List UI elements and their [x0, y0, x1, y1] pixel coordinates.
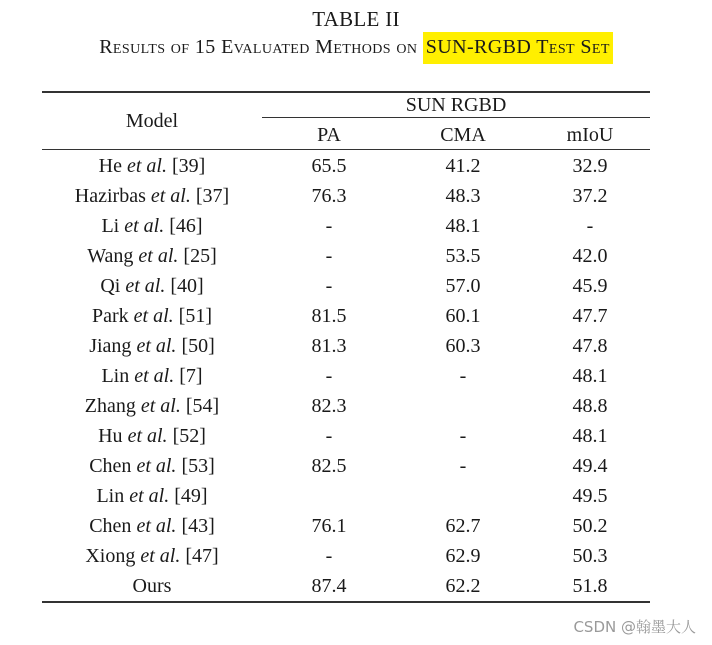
model-ref: [50]: [181, 335, 215, 357]
cell-cma: 60.1: [445, 305, 481, 327]
table-row-model: [42, 424, 262, 448]
header-col-miou: mIoU: [566, 124, 614, 146]
table-row-model: [42, 454, 262, 478]
cell-cma: 48.3: [445, 185, 481, 207]
model-ref: [51]: [178, 305, 212, 327]
model-ref: [52]: [172, 425, 206, 447]
cell-miou: 42.0: [572, 245, 608, 267]
cell-miou: -: [586, 215, 594, 237]
model-etal: et al.: [140, 545, 181, 567]
table-row-model: [42, 244, 262, 268]
model-author: Ours: [132, 575, 172, 597]
cell-cma: -: [459, 455, 467, 477]
caption-prefix: Results of 15 Evaluated Methods on: [99, 36, 423, 58]
table-row-model: [42, 154, 262, 178]
model-etal: et al.: [140, 395, 181, 417]
cell-cma: 41.2: [445, 155, 481, 177]
header-rule: [42, 149, 650, 150]
model-author: Wang: [87, 245, 134, 267]
table-row-model: [42, 334, 262, 358]
table-row-model: [42, 274, 262, 298]
cell-miou: 45.9: [572, 275, 608, 297]
model-etal: et al.: [136, 455, 177, 477]
model-ref: [53]: [181, 455, 215, 477]
cell-cma: -: [459, 425, 467, 447]
cell-pa: -: [325, 245, 333, 267]
model-author: Li: [101, 215, 120, 237]
table-row-model: [42, 304, 262, 328]
cell-miou: 47.8: [572, 335, 608, 357]
cell-pa: 81.5: [311, 305, 347, 327]
model-author: Xiong: [85, 545, 136, 567]
cell-pa: 82.3: [311, 395, 347, 417]
model-author: Hu: [98, 425, 123, 447]
cell-miou: 50.2: [572, 515, 608, 537]
model-etal: et al.: [127, 155, 167, 177]
model-author: Jiang: [89, 335, 132, 357]
model-etal: et al.: [138, 245, 179, 267]
cell-pa: -: [325, 365, 333, 387]
model-ref: [37]: [195, 185, 230, 207]
table-row-model: [42, 394, 262, 418]
model-ref: [47]: [185, 545, 219, 567]
header-col-cma: CMA: [440, 124, 486, 146]
model-etal: et al.: [136, 515, 177, 537]
cell-cma: 62.9: [445, 545, 481, 567]
model-author: Chen: [89, 515, 132, 537]
table-row-model: [42, 544, 262, 568]
model-etal: et al.: [150, 185, 191, 207]
cell-pa: 87.4: [311, 575, 347, 597]
cell-miou: 49.4: [572, 455, 608, 477]
model-author: Chen: [89, 455, 132, 477]
cell-miou: 50.3: [572, 545, 608, 567]
header-model: Model: [125, 110, 179, 132]
cell-pa: 82.5: [311, 455, 347, 477]
model-ref: [39]: [172, 155, 206, 177]
cell-cma: 62.2: [445, 575, 481, 597]
cell-pa: -: [325, 545, 333, 567]
cell-miou: 47.7: [572, 305, 608, 327]
cell-pa: 76.1: [311, 515, 347, 537]
model-ref: [25]: [183, 245, 217, 267]
model-author: Qi: [100, 275, 121, 297]
table-caption: [0, 34, 712, 60]
cell-miou: 37.2: [572, 185, 608, 207]
bottom-rule: [42, 601, 650, 603]
cell-miou: 48.1: [572, 425, 608, 447]
table-row-model: [42, 574, 262, 598]
table-row-model: [42, 484, 262, 508]
header-col-pa: PA: [317, 124, 341, 146]
cell-pa: -: [325, 215, 333, 237]
model-etal: et al.: [125, 275, 166, 297]
model-ref: [43]: [181, 515, 215, 537]
cell-miou: 32.9: [572, 155, 608, 177]
table-row-model: [42, 514, 262, 538]
model-etal: et al.: [133, 305, 174, 327]
model-author: Park: [92, 305, 129, 327]
model-ref: [49]: [174, 485, 208, 507]
table-row-model: [42, 184, 262, 208]
cell-miou: 48.8: [572, 395, 608, 417]
model-author: Lin: [101, 365, 130, 387]
cell-cma: 57.0: [445, 275, 481, 297]
cell-cma: 60.3: [445, 335, 481, 357]
model-author: Lin: [96, 485, 125, 507]
table-label: TABLE II: [312, 7, 400, 31]
model-ref: [40]: [170, 275, 204, 297]
model-ref: [54]: [185, 395, 220, 417]
model-ref: [46]: [169, 215, 203, 237]
cell-miou: 48.1: [572, 365, 608, 387]
model-etal: et al.: [129, 485, 170, 507]
cell-cma: -: [459, 365, 467, 387]
model-etal: et al.: [124, 215, 165, 237]
watermark: CSDN @翰墨大人: [573, 618, 696, 636]
cell-pa: 76.3: [311, 185, 347, 207]
group-rule: [262, 117, 650, 118]
cell-pa: -: [325, 425, 333, 447]
cell-pa: 81.3: [311, 335, 347, 357]
header-group: SUN RGBD: [405, 94, 507, 116]
cell-pa: 65.5: [311, 155, 347, 177]
cell-cma: 62.7: [445, 515, 481, 537]
cell-pa: -: [325, 275, 333, 297]
model-ref: [7]: [179, 365, 203, 387]
model-etal: et al.: [134, 365, 175, 387]
cell-miou: 51.8: [572, 575, 608, 597]
table-row-model: [42, 214, 262, 238]
model-etal: et al.: [136, 335, 177, 357]
table-row-model: [42, 364, 262, 388]
model-etal: et al.: [127, 425, 168, 447]
model-author: He: [98, 155, 122, 177]
cell-miou: 49.5: [572, 485, 608, 507]
caption-highlight: SUN-RGBD Test Set: [423, 32, 613, 64]
cell-cma: 48.1: [445, 215, 481, 237]
model-author: Hazirbas: [74, 185, 146, 207]
cell-cma: 53.5: [445, 245, 481, 267]
model-author: Zhang: [84, 395, 136, 417]
